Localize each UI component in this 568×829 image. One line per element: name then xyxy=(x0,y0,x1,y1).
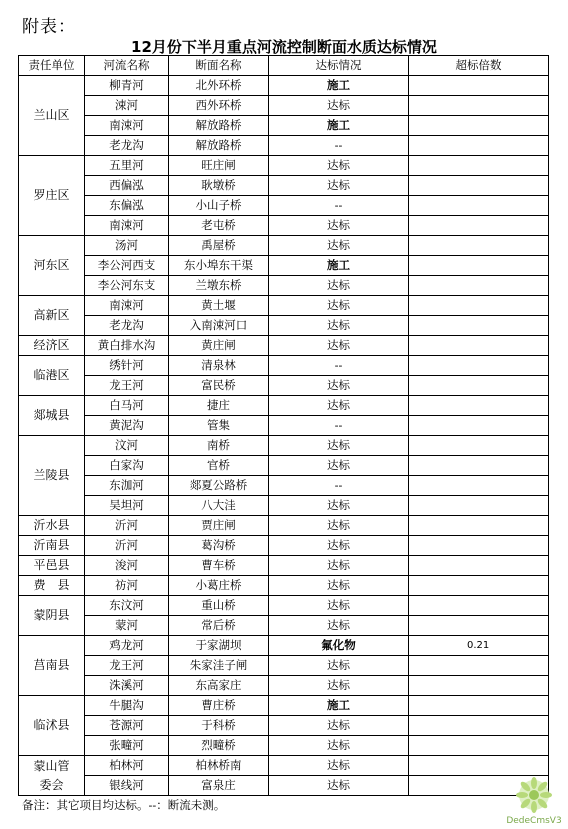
status-cell: 达标 xyxy=(269,96,409,116)
responsible-unit-cell: 罗庄区 xyxy=(19,156,85,236)
table-row xyxy=(19,616,549,636)
river-name-cell: 祊河 xyxy=(85,576,169,596)
header-exceed: 超标倍数 xyxy=(409,56,549,76)
section-name-cell: 管集 xyxy=(169,416,269,436)
section-name-cell: 东小埠东干渠 xyxy=(169,256,269,276)
river-name-cell: 白家沟 xyxy=(85,456,169,476)
exceed-multiple-cell xyxy=(409,156,549,176)
river-name-cell: 柳青河 xyxy=(85,76,169,96)
exceed-multiple-cell xyxy=(409,376,549,396)
exceed-multiple-cell xyxy=(409,336,549,356)
section-name-cell: 南桥 xyxy=(169,436,269,456)
table-row xyxy=(19,116,549,136)
section-name-cell: 贾庄闸 xyxy=(169,516,269,536)
status-cell: 达标 xyxy=(269,516,409,536)
responsible-unit-cell: 兰山区 xyxy=(19,76,85,156)
exceed-multiple-cell xyxy=(409,236,549,256)
status-cell: -- xyxy=(269,476,409,496)
river-name-cell: 白马河 xyxy=(85,396,169,416)
river-name-cell: 张疃河 xyxy=(85,736,169,756)
table-row xyxy=(19,516,549,536)
table-row xyxy=(19,316,549,336)
section-name-cell: 老屯桥 xyxy=(169,216,269,236)
responsible-unit-cell: 费 县 xyxy=(19,576,85,596)
exceed-multiple-cell xyxy=(409,316,549,336)
status-cell: 达标 xyxy=(269,216,409,236)
responsible-unit-cell: 经济区 xyxy=(19,336,85,356)
section-name-cell: 官桥 xyxy=(169,456,269,476)
status-cell: 达标 xyxy=(269,276,409,296)
table-row xyxy=(19,716,549,736)
responsible-unit-cell: 沂南县 xyxy=(19,536,85,556)
exceed-multiple-cell xyxy=(409,456,549,476)
river-name-cell: 蒙河 xyxy=(85,616,169,636)
exceed-multiple-cell xyxy=(409,176,549,196)
table-row xyxy=(19,396,549,416)
responsible-unit-cell: 兰陵县 xyxy=(19,436,85,516)
section-name-cell: 于科桥 xyxy=(169,716,269,736)
river-name-cell: 浚河 xyxy=(85,556,169,576)
exceed-multiple-cell xyxy=(409,496,549,516)
exceed-multiple-cell xyxy=(409,136,549,156)
section-name-cell: 曹庄桥 xyxy=(169,696,269,716)
section-name-cell: 曹车桥 xyxy=(169,556,269,576)
exceed-multiple-cell xyxy=(409,576,549,596)
responsible-unit-cell: 莒南县 xyxy=(19,636,85,696)
river-name-cell: 鸡龙河 xyxy=(85,636,169,656)
table-header-row xyxy=(19,56,549,76)
table-row xyxy=(19,336,549,356)
exceed-multiple-cell xyxy=(409,556,549,576)
status-cell: 达标 xyxy=(269,336,409,356)
table-row xyxy=(19,176,549,196)
section-name-cell: 东高家庄 xyxy=(169,676,269,696)
exceed-multiple-cell xyxy=(409,76,549,96)
footnote: 备注：其它项目均达标。--：断流未测。 xyxy=(22,798,226,812)
responsible-unit-cell: 临沭县 xyxy=(19,696,85,756)
responsible-unit-cell: 沂水县 xyxy=(19,516,85,536)
status-cell: 达标 xyxy=(269,536,409,556)
status-cell: 达标 xyxy=(269,176,409,196)
status-cell: 达标 xyxy=(269,736,409,756)
responsible-unit-cell: 蒙山管 委会 xyxy=(19,756,85,796)
river-name-cell: 涑河 xyxy=(85,96,169,116)
river-name-cell: 南涑河 xyxy=(85,116,169,136)
status-cell: 达标 xyxy=(269,676,409,696)
section-name-cell: 柏林桥南 xyxy=(169,756,269,776)
river-name-cell: 李公河西支 xyxy=(85,256,169,276)
section-name-cell: 北外环桥 xyxy=(169,76,269,96)
flower-icon xyxy=(516,777,552,813)
section-name-cell: 耿墩桥 xyxy=(169,176,269,196)
responsible-unit-cell: 临港区 xyxy=(19,356,85,396)
status-cell: 氟化物 xyxy=(269,636,409,656)
table-row xyxy=(19,96,549,116)
section-name-cell: 小葛庄桥 xyxy=(169,576,269,596)
exceed-multiple-cell xyxy=(409,476,549,496)
status-cell: 达标 xyxy=(269,776,409,796)
status-cell: 达标 xyxy=(269,496,409,516)
status-cell: 达标 xyxy=(269,316,409,336)
table-row xyxy=(19,356,549,376)
section-name-cell: 葛沟桥 xyxy=(169,536,269,556)
status-cell: 达标 xyxy=(269,156,409,176)
exceed-multiple-cell xyxy=(409,676,549,696)
table-row xyxy=(19,756,549,776)
section-name-cell: 富民桥 xyxy=(169,376,269,396)
river-name-cell: 五里河 xyxy=(85,156,169,176)
status-cell: -- xyxy=(269,196,409,216)
river-name-cell: 龙王河 xyxy=(85,656,169,676)
section-name-cell: 八大洼 xyxy=(169,496,269,516)
responsible-unit-cell: 高新区 xyxy=(19,296,85,336)
section-name-cell: 兰墩东桥 xyxy=(169,276,269,296)
attachment-label: 附表： xyxy=(22,17,76,37)
river-name-cell: 沂河 xyxy=(85,516,169,536)
status-cell: 施工 xyxy=(269,76,409,96)
exceed-multiple-cell xyxy=(409,216,549,236)
header-unit: 责任单位 xyxy=(19,56,85,76)
table-row xyxy=(19,496,549,516)
exceed-multiple-cell xyxy=(409,196,549,216)
status-cell: 达标 xyxy=(269,436,409,456)
table-row xyxy=(19,596,549,616)
section-name-cell: 烈疃桥 xyxy=(169,736,269,756)
status-cell: 施工 xyxy=(269,696,409,716)
river-name-cell: 汤河 xyxy=(85,236,169,256)
section-name-cell: 解放路桥 xyxy=(169,136,269,156)
section-name-cell: 常后桥 xyxy=(169,616,269,636)
section-name-cell: 清泉林 xyxy=(169,356,269,376)
river-name-cell: 西偏泓 xyxy=(85,176,169,196)
river-name-cell: 东泇河 xyxy=(85,476,169,496)
section-name-cell: 于家湖坝 xyxy=(169,636,269,656)
table-row xyxy=(19,456,549,476)
status-cell: 达标 xyxy=(269,556,409,576)
exceed-multiple-cell xyxy=(409,276,549,296)
section-name-cell: 捷庄 xyxy=(169,396,269,416)
status-cell: -- xyxy=(269,136,409,156)
table-row xyxy=(19,136,549,156)
river-name-cell: 吴坦河 xyxy=(85,496,169,516)
exceed-multiple-cell xyxy=(409,296,549,316)
table-row xyxy=(19,416,549,436)
status-cell: 施工 xyxy=(269,116,409,136)
watermark-text: DedeCmsV3 xyxy=(506,816,562,826)
section-name-cell: 黄庄闸 xyxy=(169,336,269,356)
river-name-cell: 老龙沟 xyxy=(85,136,169,156)
status-cell: 达标 xyxy=(269,656,409,676)
section-name-cell: 入南涑河口 xyxy=(169,316,269,336)
river-name-cell: 绣针河 xyxy=(85,356,169,376)
status-cell: 达标 xyxy=(269,236,409,256)
table-row xyxy=(19,196,549,216)
table-row xyxy=(19,376,549,396)
status-cell: 达标 xyxy=(269,296,409,316)
exceed-multiple-cell xyxy=(409,416,549,436)
status-cell: -- xyxy=(269,416,409,436)
exceed-multiple-cell xyxy=(409,656,549,676)
exceed-multiple-cell xyxy=(409,736,549,756)
table-row xyxy=(19,76,549,96)
exceed-multiple-cell xyxy=(409,756,549,776)
table-row xyxy=(19,576,549,596)
header-river: 河流名称 xyxy=(85,56,169,76)
exceed-multiple-cell xyxy=(409,596,549,616)
river-name-cell: 牛腿沟 xyxy=(85,696,169,716)
table-row xyxy=(19,436,549,456)
table-row xyxy=(19,156,549,176)
table-row xyxy=(19,736,549,756)
exceed-multiple-cell xyxy=(409,516,549,536)
status-cell: 达标 xyxy=(269,396,409,416)
status-cell: 达标 xyxy=(269,456,409,476)
river-name-cell: 黄白排水沟 xyxy=(85,336,169,356)
section-name-cell: 郯夏公路桥 xyxy=(169,476,269,496)
section-name-cell: 小山子桥 xyxy=(169,196,269,216)
water-quality-table xyxy=(18,55,549,796)
exceed-multiple-cell xyxy=(409,536,549,556)
responsible-unit-cell: 平邑县 xyxy=(19,556,85,576)
page-title: 12月份下半月重点河流控制断面水质达标情况 xyxy=(131,38,437,56)
river-name-cell: 南涑河 xyxy=(85,296,169,316)
exceed-multiple-cell xyxy=(409,716,549,736)
river-name-cell: 沂河 xyxy=(85,536,169,556)
exceed-multiple-cell xyxy=(409,616,549,636)
header-status: 达标情况 xyxy=(269,56,409,76)
table-row xyxy=(19,556,549,576)
section-name-cell: 朱家洼子闸 xyxy=(169,656,269,676)
exceed-multiple-cell xyxy=(409,116,549,136)
table-row xyxy=(19,236,549,256)
river-name-cell: 银线河 xyxy=(85,776,169,796)
exceed-multiple-cell xyxy=(409,256,549,276)
river-name-cell: 龙王河 xyxy=(85,376,169,396)
table-row xyxy=(19,216,549,236)
status-cell: 达标 xyxy=(269,716,409,736)
river-name-cell: 老龙沟 xyxy=(85,316,169,336)
table-row xyxy=(19,696,549,716)
status-cell: 达标 xyxy=(269,756,409,776)
river-name-cell: 柏林河 xyxy=(85,756,169,776)
table-row xyxy=(19,656,549,676)
river-name-cell: 东偏泓 xyxy=(85,196,169,216)
section-name-cell: 旺庄闸 xyxy=(169,156,269,176)
table-row xyxy=(19,276,549,296)
exceed-multiple-cell xyxy=(409,356,549,376)
exceed-multiple-cell: 0.21 xyxy=(409,636,549,656)
watermark-logo xyxy=(504,775,564,827)
table-row xyxy=(19,776,549,796)
river-name-cell: 苍源河 xyxy=(85,716,169,736)
table-row xyxy=(19,536,549,556)
responsible-unit-cell: 河东区 xyxy=(19,236,85,296)
status-cell: -- xyxy=(269,356,409,376)
responsible-unit-cell: 蒙阴县 xyxy=(19,596,85,636)
status-cell: 达标 xyxy=(269,576,409,596)
table-row xyxy=(19,636,549,656)
table-row xyxy=(19,256,549,276)
section-name-cell: 禹屋桥 xyxy=(169,236,269,256)
river-name-cell: 汶河 xyxy=(85,436,169,456)
river-name-cell: 南涑河 xyxy=(85,216,169,236)
table-row xyxy=(19,296,549,316)
header-section: 断面名称 xyxy=(169,56,269,76)
river-name-cell: 东汶河 xyxy=(85,596,169,616)
section-name-cell: 解放路桥 xyxy=(169,116,269,136)
exceed-multiple-cell xyxy=(409,696,549,716)
river-name-cell: 黄泥沟 xyxy=(85,416,169,436)
section-name-cell: 重山桥 xyxy=(169,596,269,616)
exceed-multiple-cell xyxy=(409,96,549,116)
status-cell: 施工 xyxy=(269,256,409,276)
exceed-multiple-cell xyxy=(409,436,549,456)
status-cell: 达标 xyxy=(269,596,409,616)
river-name-cell: 李公河东支 xyxy=(85,276,169,296)
table-row xyxy=(19,476,549,496)
river-name-cell: 洙溪河 xyxy=(85,676,169,696)
exceed-multiple-cell xyxy=(409,396,549,416)
status-cell: 达标 xyxy=(269,616,409,636)
table-body xyxy=(19,76,549,796)
responsible-unit-cell: 郯城县 xyxy=(19,396,85,436)
status-cell: 达标 xyxy=(269,376,409,396)
table-row xyxy=(19,676,549,696)
section-name-cell: 黄土堰 xyxy=(169,296,269,316)
section-name-cell: 富泉庄 xyxy=(169,776,269,796)
section-name-cell: 西外环桥 xyxy=(169,96,269,116)
